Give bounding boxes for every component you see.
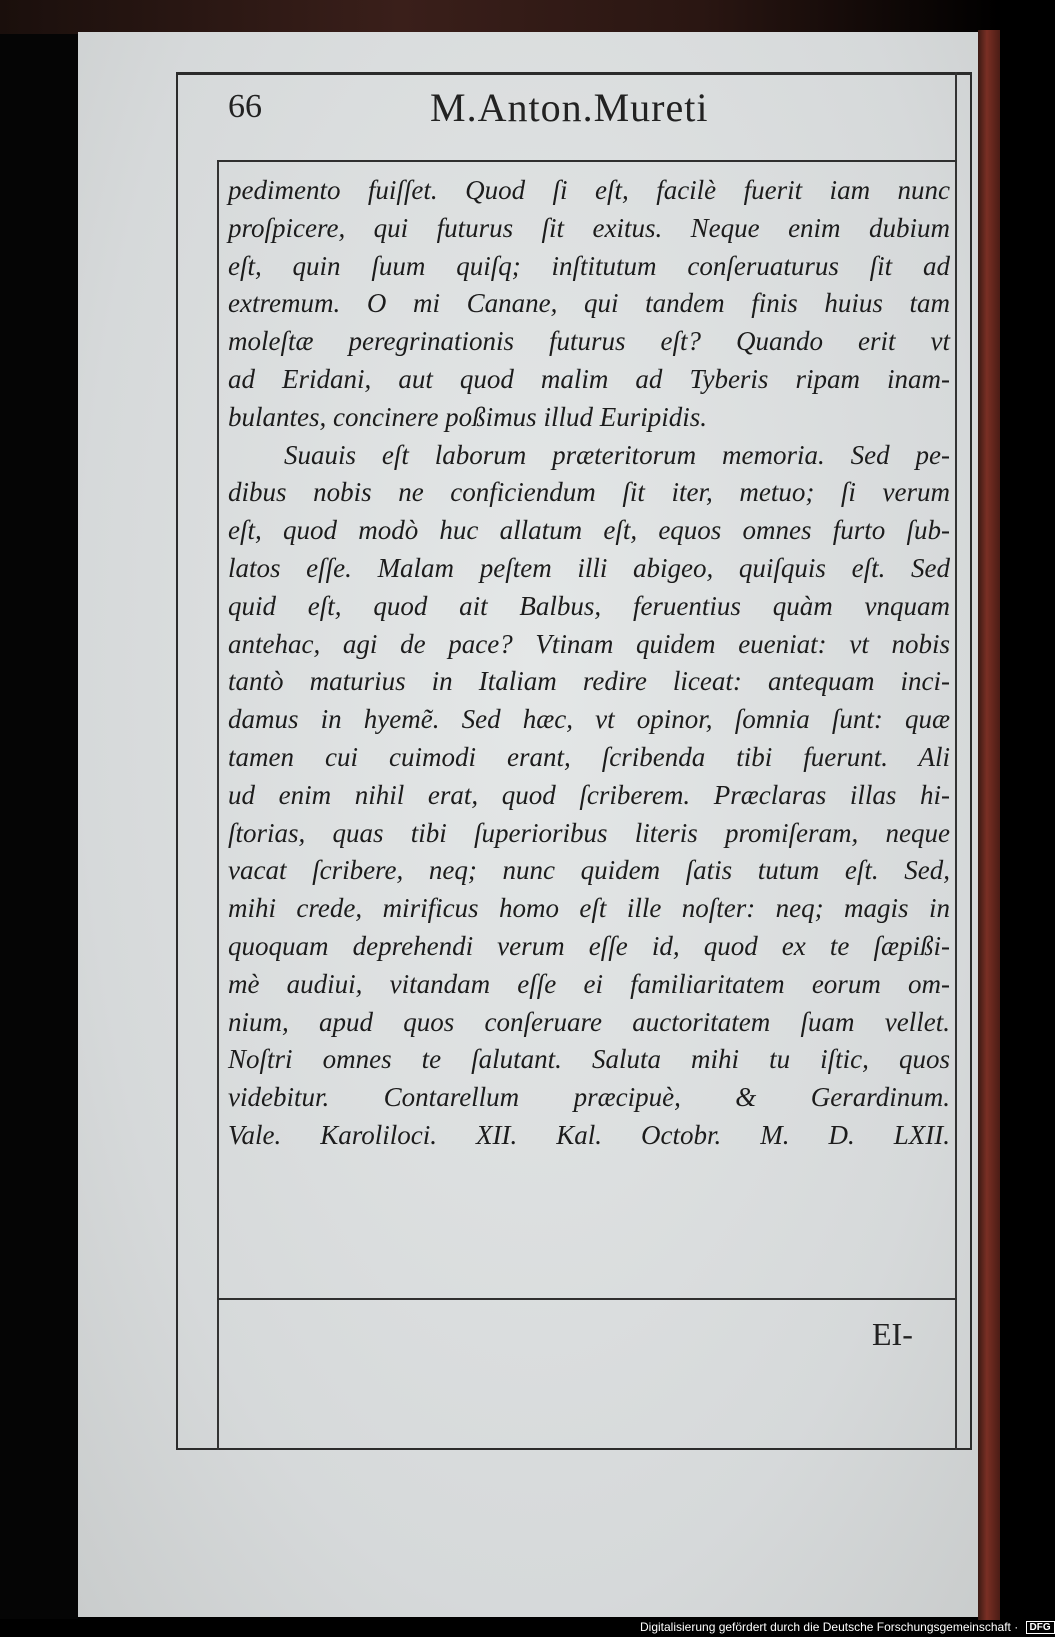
digitization-credit [640,1620,1055,1634]
text-line: tantò maturius in Italiam redire liceat: antequam inci- [228,666,950,697]
text-line: nium, apud quos conſeruare auctoritatem ſuam vellet. [228,1006,950,1037]
text-line: antehac, agi de pace? Vtinam quidem eueniat: vt nobis [228,628,950,659]
text-line: proſpicere, qui futurus ſit exitus. Neque enim dubium [228,212,950,243]
text-line: videbitur. Contarellum præcipuè, & Gerardinum. [228,1082,950,1113]
text-line: vacat ſcribere, neq; nunc quidem ſatis tutum eſt. Sed, [228,855,950,886]
text-line: eſt, quin ſuum quiſq; inſtitutum conſeruaturus ſit ad [228,250,950,281]
inner-frame-right-rule [955,72,957,1450]
text-line: latos eſſe. Malam peſtem illi abigeo, quiſquis eſt. Sed [228,552,950,583]
text-line: ſtorias, quas tibi ſuperioribus literis promiſeram, neque [228,817,950,848]
text-line: eſt, quod modò huc allatum eſt, equos omnes furto ſub- [228,515,950,546]
text-line: pedimento fuiſſet. Quod ſi eſt, facilè fuerit iam nunc [228,175,950,205]
header-rule [217,160,957,162]
text-line: ud enim nihil erat, quod ſcriberem. Præclaras illas hi- [228,779,950,810]
page-number: 66 [228,88,262,125]
text-line: mihi crede, mirificus homo eſt ille noſter: neq; magis in [228,893,950,924]
text-line: quid eſt, quod ait Balbus, feruentius quàm vnquam [228,590,950,621]
text-line: tamen cui cuimodi erant, ſcribenda tibi fuerunt. Ali [228,741,950,772]
text-line: dibus nobis ne conficiendum ſit iter, metuo; ſi verum [228,477,950,508]
catchword: EI- [872,1316,913,1352]
text-line: Suauis eſt laborum præteritorum memoria. Sed pe- [284,439,950,470]
dfg-logo: DFG [1026,1621,1055,1634]
book-cover-edge [978,30,1000,1620]
text-line: ad Eridani, aut quod malim ad Tyberis ripam inam- [228,363,950,394]
running-head: M.Anton.Mureti [430,85,709,130]
text-line: moleſtæ peregrinationis futurus eſt? Quando erit vt [228,326,950,357]
text-line: bulantes, concinere poßimus illud Euripidis. [228,401,707,432]
credit-text: Digitalisierung gefördert durch die Deutsche Forschungsgemeinschaft · [640,1620,1019,1634]
inner-frame-left-rule [217,160,219,1450]
text-line: Noſtri omnes te ſalutant. Saluta mihi tu iſtic, quos [228,1044,950,1075]
scan-top-edge [0,0,1000,34]
text-line: extremum. O mi Canane, qui tandem finis huius tam [228,288,950,319]
bottom-rule [217,1298,957,1300]
text-line: damus in hyemẽ. Sed hæc, vt opinor, ſomnia ſunt: quæ [228,704,950,735]
text-line: quoquam deprehendi verum eſſe id, quod ex te ſæpißi- [228,930,950,961]
text-line: Vale. Karoliloci. XII. Kal. Octobr. M. D. LXII. [228,1119,950,1150]
text-line: mè audiui, vitandam eſſe ei familiaritatem eorum om- [228,968,950,999]
scan-left-margin [0,34,78,1619]
letter-body [228,172,950,1155]
